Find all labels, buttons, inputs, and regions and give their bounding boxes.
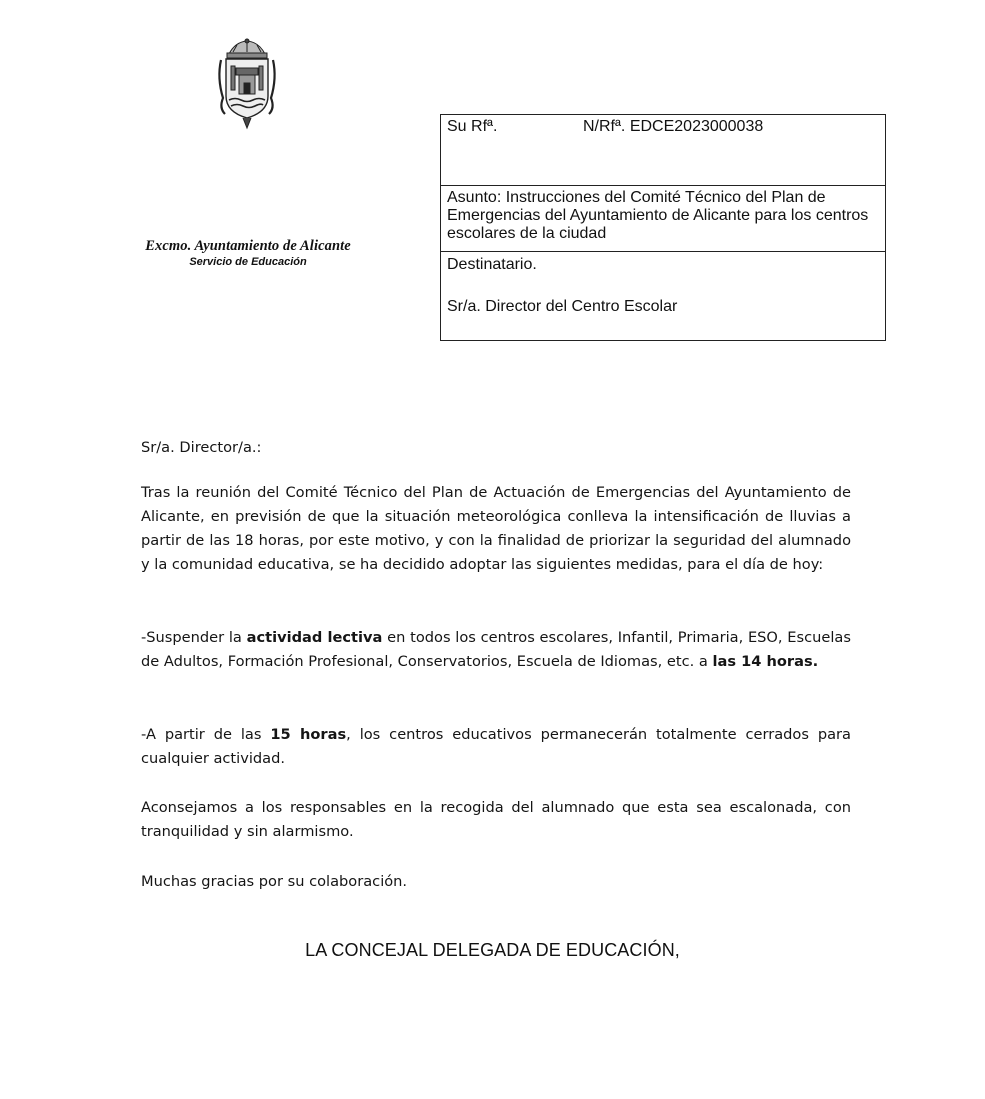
- measure-suspend-text: [141, 626, 851, 674]
- measure-close-text: [141, 723, 851, 771]
- your-reference-label: Su Rfª.: [447, 118, 498, 135]
- coat-of-arms-icon: [215, 38, 279, 130]
- intro-paragraph: [141, 481, 851, 577]
- advice-text: Aconsejamos a los responsables en la recogida del alumnado que esta sea escalonada, con tranquilidad y sin alarmismo.: [141, 799, 851, 840]
- intro-text: Tras la reunión del Comité Técnico del Plan de Actuación de Emergencias del Ayuntamiento de Alicante, en previsión de que la situación meteorológica conlleva la intensificación de lluvias a partir de las 18 horas, por este motivo, y con la finalidad de priorizar la seguridad del alumnado y la comunidad educativa, se ha decidido adoptar las siguientes medidas, para el día de hoy:: [141, 484, 851, 573]
- department-name: Servicio de Educación: [189, 256, 307, 268]
- measure1-part-b: en todos los centros escolares, Infantil, Primaria, ESO, Escuelas de Adultos, Formación Profesional, Conservatorios, Escuela de Idiomas, etc. a: [141, 629, 851, 670]
- greeting: [141, 436, 851, 460]
- measure2-part-b: , los centros educativos permanecerán totalmente cerrados para cualquier actividad.: [141, 726, 851, 767]
- measure2-part-a: -A partir de las: [141, 726, 271, 743]
- our-reference: N/Rfª. EDCE2023000038: [583, 118, 764, 135]
- subject-text: Asunto: Instrucciones del Comité Técnico del Plan de Emergencias del Ayuntamiento de Alicante para los centros escolares de la ciudad: [447, 189, 869, 242]
- recipient-row: [441, 252, 885, 340]
- organization-name: Excmo. Ayuntamiento de Alicante: [145, 238, 351, 254]
- greeting-text: Sr/a. Director/a.:: [141, 439, 262, 456]
- advice-paragraph: [141, 796, 851, 844]
- reference-row: [441, 115, 885, 186]
- recipient-label: Destinatario.: [447, 256, 537, 273]
- measure1-emphasis-activity: actividad lectiva: [246, 629, 383, 646]
- recipient-name: Sr/a. Director del Centro Escolar: [447, 298, 678, 315]
- measure1-emphasis-time: las 14 horas.: [712, 653, 819, 670]
- measure2-emphasis-time: 15 horas: [270, 726, 347, 743]
- reference-box: [440, 114, 886, 341]
- thanks-text: Muchas gracias por su colaboración.: [141, 873, 408, 890]
- measure1-part-a: -Suspender la: [141, 629, 247, 646]
- subject-row: [441, 186, 885, 252]
- signature-line: LA CONCEJAL DELEGADA DE EDUCACIÓN,: [305, 940, 680, 960]
- measure-suspend-paragraph: [141, 626, 851, 674]
- measure-close-paragraph: [141, 723, 851, 771]
- thanks-paragraph: [141, 870, 851, 894]
